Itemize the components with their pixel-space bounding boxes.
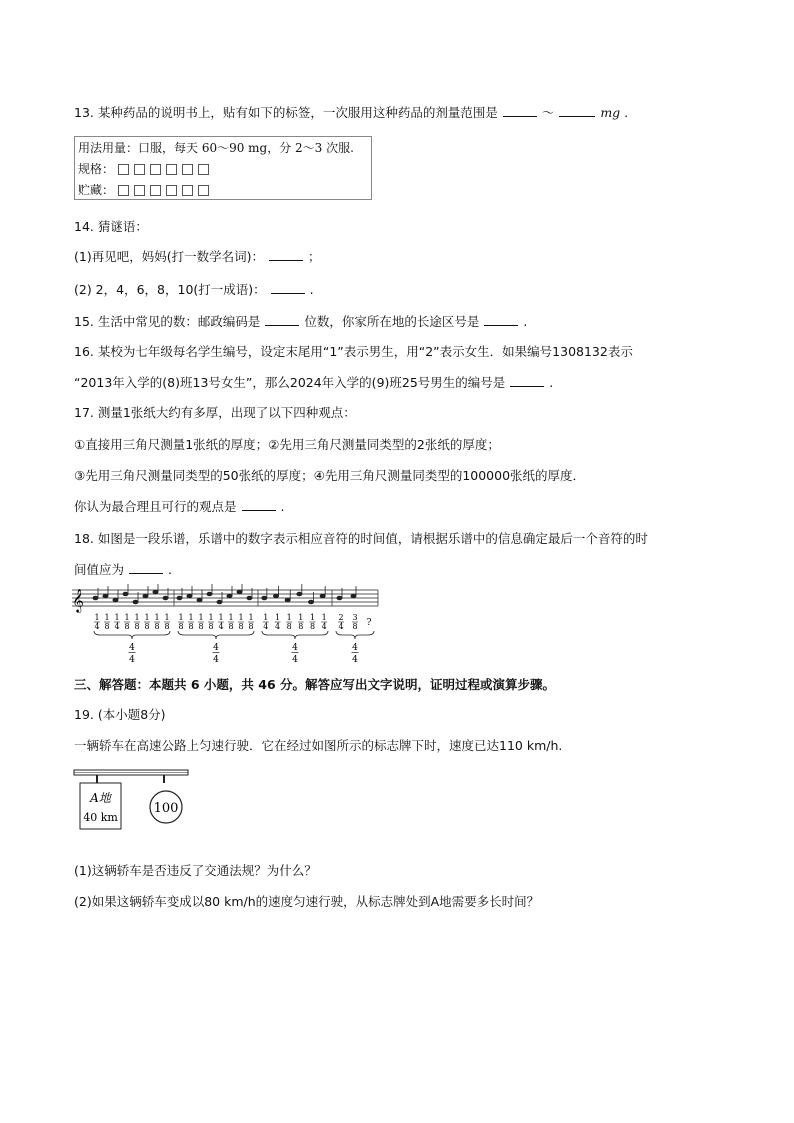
svg-text:1: 1 <box>228 613 234 622</box>
measure-bracket <box>178 631 254 639</box>
svg-text:8: 8 <box>144 622 150 631</box>
note-value <box>124 613 130 631</box>
measure-brackets <box>94 631 374 639</box>
note-value <box>134 613 140 631</box>
note-head <box>227 594 232 598</box>
svg-text:1: 1 <box>309 613 316 622</box>
svg-text:4: 4 <box>321 622 327 631</box>
note-value <box>367 618 372 628</box>
q18-line2-text: 间值应为 <box>74 562 125 577</box>
note-head <box>177 596 182 600</box>
answer-blank[interactable] <box>510 374 544 387</box>
svg-text:4: 4 <box>274 622 281 631</box>
section-3-heading: 三、解答题：本题共 6 小题，共 46 分。解答应写出文字说明，证明过程或演算步骤。 <box>74 677 556 692</box>
note-value <box>94 613 100 631</box>
svg-text:4: 4 <box>129 643 135 653</box>
q16-end: . <box>549 375 554 390</box>
placeholder-square <box>118 164 129 175</box>
note-value <box>238 613 244 631</box>
answer-blank-max[interactable] <box>559 104 595 117</box>
measure-bracket <box>262 631 328 639</box>
note-value <box>321 613 327 631</box>
measure-total <box>213 643 220 665</box>
svg-text:8: 8 <box>238 622 244 631</box>
q13-tilde: ～ <box>541 105 555 120</box>
note-value <box>114 613 120 631</box>
label-spec <box>78 160 214 177</box>
question-14-item-1 <box>74 248 320 266</box>
svg-text:1: 1 <box>124 613 130 622</box>
note-value <box>104 613 110 631</box>
svg-text:8: 8 <box>178 622 184 631</box>
note-head <box>297 592 302 596</box>
svg-text:8: 8 <box>134 622 140 631</box>
note-value <box>248 613 254 631</box>
svg-text:8: 8 <box>164 622 170 631</box>
measure-totals <box>129 643 359 665</box>
svg-text:1: 1 <box>94 613 100 622</box>
q13-end: . <box>624 105 629 120</box>
note-value <box>275 613 281 631</box>
svg-text:4: 4 <box>352 643 358 653</box>
question-16-line-2 <box>74 374 553 392</box>
svg-text:8: 8 <box>198 622 204 631</box>
question-19-item-2: (2)如果这辆轿车变成以80 km/h的速度匀速行驶，从标志牌处到A地需要多长时间？ <box>74 894 540 909</box>
question-17-answer <box>74 498 284 516</box>
svg-text:4: 4 <box>338 622 344 631</box>
q13-unit: mg <box>600 105 621 120</box>
note-head <box>103 594 108 598</box>
placeholder-square <box>150 164 161 175</box>
measure-total <box>292 643 299 665</box>
svg-text:4: 4 <box>94 622 100 631</box>
answer-blank[interactable] <box>242 498 276 511</box>
svg-text:8: 8 <box>104 622 110 631</box>
speed-limit-value: 100 <box>153 801 179 816</box>
q14-item2-end: . <box>309 282 314 297</box>
sign-distance: 40 km <box>83 811 118 824</box>
svg-text:4: 4 <box>114 622 120 631</box>
note-head <box>123 592 128 596</box>
svg-text:1: 1 <box>238 613 244 622</box>
svg-text:1: 1 <box>104 613 110 622</box>
placeholder-square <box>150 185 161 196</box>
q17-end: . <box>280 499 285 514</box>
note-value <box>286 613 292 631</box>
label-spec-title: 规格： <box>78 162 115 176</box>
note-value <box>188 613 194 631</box>
note-head <box>113 598 118 602</box>
q14-item1-text: (1)再见吧，妈妈(打一数学名词)： <box>74 249 264 264</box>
answer-blank[interactable] <box>271 281 305 294</box>
note-head <box>351 594 356 598</box>
note-head <box>320 594 325 598</box>
music-score <box>70 584 382 672</box>
note-head <box>163 596 168 600</box>
svg-text:8: 8 <box>309 622 316 631</box>
svg-text:8: 8 <box>298 622 304 631</box>
measure-total <box>352 643 359 665</box>
q16-line2-text: “2013年入学的(8)班13号女生”，那么2024年入学的(9)班25号男生的编号是 <box>74 375 506 390</box>
note-head <box>133 600 138 604</box>
note-head <box>187 594 192 598</box>
question-18-line-2 <box>74 561 172 579</box>
svg-text:4: 4 <box>213 655 219 665</box>
q14-item2-text: (2) 2，4，6，8，10(打一成语)： <box>74 282 266 297</box>
note-value <box>198 613 204 631</box>
note-value <box>154 613 160 631</box>
note-value <box>178 613 184 631</box>
road-sign-figure <box>72 768 192 848</box>
note-head <box>93 596 98 600</box>
placeholder-square <box>166 185 177 196</box>
svg-text:1: 1 <box>178 613 184 622</box>
label-dosage: 用法用量：口服，每天 60～90 mg，分 2～3 次服. <box>78 141 354 155</box>
svg-text:1: 1 <box>198 613 204 622</box>
svg-text:1: 1 <box>263 613 269 622</box>
svg-text:1: 1 <box>274 613 281 622</box>
svg-text:?: ? <box>366 618 372 628</box>
question-15 <box>74 313 527 331</box>
q13-text: 13. 某种药品的说明书上，贴有如下的标签，一次服用这种药品的剂量范围是 <box>74 105 498 120</box>
note-head <box>247 596 252 600</box>
svg-text:4: 4 <box>292 643 298 653</box>
svg-text:4: 4 <box>218 622 224 631</box>
treble-clef-icon: 𝄞 <box>72 588 84 612</box>
svg-text:8: 8 <box>352 622 358 631</box>
svg-text:2: 2 <box>338 613 344 622</box>
answer-blank-min[interactable] <box>503 104 537 117</box>
svg-text:8: 8 <box>154 622 160 631</box>
measure-total <box>129 643 136 665</box>
svg-text:8: 8 <box>124 622 130 631</box>
note-head <box>207 592 212 596</box>
question-16-line-1: 16. 某校为七年级每名学生编号，设定末尾用“1”表示男生，用“2”表示女生．如果编号1308132表示 <box>74 344 633 359</box>
note-head <box>273 594 278 598</box>
note-value <box>310 613 316 631</box>
label-storage-title: 贮藏： <box>78 183 115 197</box>
note-head <box>237 590 242 594</box>
answer-blank[interactable] <box>265 313 299 326</box>
note-values <box>94 613 372 631</box>
q15-text: 15. 生活中常见的数：邮政编码是 <box>74 314 261 329</box>
placeholder-square <box>166 164 177 175</box>
question-13 <box>74 104 628 122</box>
svg-text:1: 1 <box>188 613 194 622</box>
medicine-label <box>74 136 372 200</box>
placeholder-square <box>118 185 129 196</box>
svg-text:1: 1 <box>218 613 224 622</box>
svg-text:4: 4 <box>292 655 298 665</box>
svg-text:4: 4 <box>263 622 269 631</box>
note-value <box>352 613 358 631</box>
svg-text:1: 1 <box>248 613 254 622</box>
svg-text:4: 4 <box>352 655 358 665</box>
note-head <box>153 590 158 594</box>
question-18-line-1: 18. 如图是一段乐谱，乐谱中的数字表示相应音符的时间值，请根据乐谱中的信息确定最后一个音符的时 <box>74 531 648 546</box>
question-19-item-1: (1)这辆轿车是否违反了交通法规？为什么？ <box>74 863 317 878</box>
note-head <box>217 600 222 604</box>
question-19-text: 一辆轿车在高速公路上匀速行驶．它在经过如图所示的标志牌下时，速度已达110 km/h. <box>74 738 563 753</box>
question-17-title: 17. 测量1张纸大约有多厚，出现了以下四种观点： <box>74 405 356 420</box>
svg-text:8: 8 <box>228 622 234 631</box>
q17-line3-text: 你认为最合理且可行的观点是 <box>74 499 237 514</box>
placeholder-square <box>182 164 193 175</box>
placeholder-square <box>182 185 193 196</box>
question-14-title: 14. 猜谜语： <box>74 219 148 234</box>
note-value <box>218 613 224 631</box>
sign-place: A地 <box>90 791 111 805</box>
measure-bracket <box>336 631 374 639</box>
measure-bracket <box>94 631 170 639</box>
svg-text:8: 8 <box>188 622 194 631</box>
q15-mid: 位数，你家所在地的长途区号是 <box>304 314 480 329</box>
svg-text:1: 1 <box>164 613 170 622</box>
note-value <box>144 613 150 631</box>
svg-text:1: 1 <box>298 613 304 622</box>
q18-end: . <box>167 562 172 577</box>
svg-text:4: 4 <box>213 643 219 653</box>
note-head <box>197 598 202 602</box>
svg-text:3: 3 <box>352 613 358 622</box>
svg-text:1: 1 <box>144 613 150 622</box>
svg-text:1: 1 <box>114 613 120 622</box>
note-head <box>308 600 313 604</box>
question-19-title: 19. (本小题8分) <box>74 707 166 722</box>
q14-item1-end: ； <box>307 249 321 264</box>
svg-text:1: 1 <box>286 613 292 622</box>
note-head <box>262 596 267 600</box>
svg-text:1: 1 <box>321 613 327 622</box>
note-head <box>285 598 290 602</box>
note-value <box>298 613 304 631</box>
placeholder-square <box>198 185 209 196</box>
svg-text:1: 1 <box>134 613 140 622</box>
svg-text:8: 8 <box>248 622 254 631</box>
label-storage <box>78 181 214 198</box>
question-17-options-1: ①直接用三角尺测量1张纸的厚度；②先用三角尺测量同类型的2张纸的厚度； <box>74 437 500 452</box>
answer-blank[interactable] <box>269 248 303 261</box>
note-head <box>143 594 148 598</box>
placeholder-square <box>134 164 145 175</box>
answer-blank[interactable] <box>484 313 518 326</box>
note-value <box>338 613 344 631</box>
answer-blank[interactable] <box>129 561 163 574</box>
question-17-options-2: ③先用三角尺测量同类型的50张纸的厚度；④先用三角尺测量同类型的100000张纸的厚度． <box>74 468 586 483</box>
svg-text:8: 8 <box>208 622 214 631</box>
note-head <box>337 596 342 600</box>
note-value <box>263 613 269 631</box>
placeholder-square <box>198 164 209 175</box>
svg-text:8: 8 <box>286 622 292 631</box>
q15-end: . <box>523 314 528 329</box>
placeholder-square <box>134 185 145 196</box>
question-14-item-2 <box>74 281 314 299</box>
note-value <box>164 613 170 631</box>
svg-text:1: 1 <box>154 613 160 622</box>
note-value <box>208 613 214 631</box>
svg-text:1: 1 <box>208 613 214 622</box>
svg-text:4: 4 <box>129 655 135 665</box>
note-value <box>228 613 234 631</box>
